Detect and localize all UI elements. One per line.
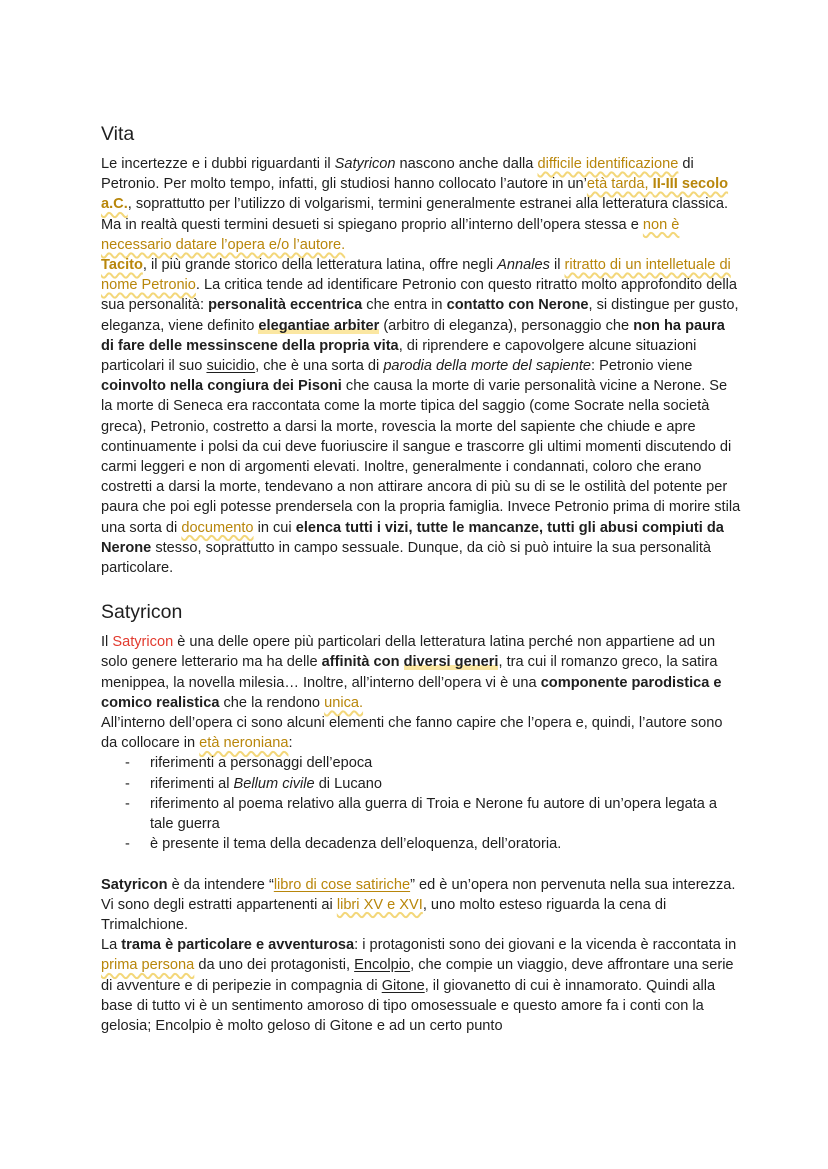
highlight: età neroniana	[199, 735, 289, 752]
bold-text: affinità con	[321, 654, 404, 671]
italic-title: Satyricon	[334, 156, 396, 172]
highlight: età tarda,	[586, 176, 653, 193]
highlight: documento	[181, 519, 254, 536]
highlight: libro di cose satiriche	[273, 876, 411, 893]
list-item	[125, 834, 741, 854]
text-run: , che è una sorta di	[255, 358, 384, 375]
text-run: (arbitro di eleganza), personaggio che	[379, 317, 634, 334]
text-run: Le incertezze e i dubbi riguardanti il	[101, 156, 335, 172]
text-run: che entra in	[362, 297, 447, 314]
highlight: difficile identificazione	[537, 156, 679, 172]
text-run: , di riprendere e capovolgere alcune situazioni particolari il suo	[101, 337, 697, 375]
italic-text: parodia della morte del sapiente	[383, 358, 592, 375]
text-run: di Petronio. Per molto tempo, infatti, gli studiosi hanno collocato l’autore in un’	[101, 156, 694, 193]
list-item-text: è presente il tema della decadenza dell’eloquenza, dell’oratoria.	[150, 836, 562, 853]
document-body	[101, 120, 741, 1036]
section-heading-satyricon: Satyricon	[101, 601, 183, 624]
italic-title: Annales	[497, 257, 550, 274]
bold-text: contatto con Nerone	[446, 297, 589, 314]
highlight: libri XV e XVI	[336, 896, 423, 913]
text-run: ” ed è un’opera non pervenuta nella sua interezza. Vi sono degli estratti appartenenti ai	[101, 876, 736, 913]
text-run: da uno dei protagonisti,	[194, 957, 355, 974]
bold-text: personalità eccentrica	[208, 297, 363, 314]
satyricon-paragraph-2	[101, 875, 741, 1037]
bold-text: elenca tutti i vizi, tutte le mancanze, tutti gli abusi compiuti da Nerone	[101, 519, 724, 556]
red-text: Satyricon	[112, 634, 174, 651]
italic-title: Bellum civile	[233, 775, 315, 792]
section-heading-vita: Vita	[101, 123, 135, 145]
list-item-text: riferimento al poema relativo alla guerra di Troia e Nerone fu autore di un’opera legata a tale guerra	[150, 795, 718, 833]
list-item	[125, 794, 741, 834]
text-run: stesso, soprattutto in campo sessuale. Dunque, da ciò si può intuire la sua personalità particolare.	[101, 539, 712, 577]
text-run: , il giovanetto di cui è innamorato. Quindi alla base di tutto vi è un sentimento amoroso di tipo omosessuale e questo amore fa i conti con la gelosia; Encolpio è molto geloso di Gitone e ad un certo punto	[101, 977, 716, 1034]
list-item-text: riferimenti al	[150, 775, 234, 792]
list-item	[125, 774, 741, 794]
text-run: , si distingue per gusto, eleganza, viene definito	[101, 297, 739, 334]
highlight: prima persona	[101, 957, 195, 974]
list-item	[125, 753, 741, 773]
text-run: in cui	[253, 519, 296, 536]
text-run: è da intendere “	[167, 876, 274, 893]
underlined-text: suicidio	[206, 358, 256, 375]
text-run: : i protagonisti sono dei giovani e la vicenda è raccontata in	[354, 937, 737, 954]
text-run: :	[288, 735, 293, 752]
underlined-text: Encolpio	[354, 957, 411, 974]
text-run: che la rendono	[219, 694, 325, 711]
text-run: Il	[101, 634, 113, 651]
dash-list	[101, 753, 741, 854]
highlight-bold: diversi generi	[403, 654, 499, 671]
text-run: La	[101, 937, 122, 954]
underlined-text: Gitone	[381, 977, 425, 994]
list-item-text: di Lucano	[314, 775, 382, 792]
highlight: non è necessario datare l’opera e/o l’autore.	[101, 216, 680, 253]
satyricon-paragraph	[101, 632, 741, 753]
text-run: , uno molto esteso riguarda la cena di Trimalchione.	[101, 896, 667, 933]
bold-text: Satyricon	[101, 876, 168, 893]
highlight: ritratto di un intelletuale di nome Petronio	[101, 257, 731, 294]
text-run: che causa la morte di varie personalità vicine a Nerone. Se la morte di Seneca era raccontata come la morte tipica del saggio (come Socrate nella società greca), Petronio, costretto a darsi la morte, rovescia la morte del sapiente che chiude e apre continuamente i polsi da cui deve fuoriuscire il sangue e trascorre gli ultimi momenti discutendo di carmi leggeri e non di argomenti elevati. Inoltre, generalmente i condannati, coloro che erano costretti a darsi la morte, tendevano a non attirare ancora di più su di se le ostilità del potente per paura che poi egli potesse prendersela con la propria famiglia. Invece Petronio prima di morire stila una sorta di	[101, 378, 741, 536]
highlight-bold: II-III secolo a.C.	[101, 176, 729, 213]
bold-text: componente parodistica e comico realistica	[101, 674, 722, 711]
text-run: , soprattutto per l’utilizzo di volgarismi, termini generalmente estranei alla letteratura classica. Ma in realtà questi termini desueti si spiegano proprio all’interno dell’opera stessa e	[101, 196, 728, 233]
text-run: : Petronio viene	[591, 358, 693, 375]
text-run: All’interno dell’opera ci sono alcuni elementi che fanno capire che l’opera e, quindi, l’autore sono da collocare in	[101, 715, 723, 752]
text-run: , tra cui il romanzo greco, la satira menippea, la novella milesia… Inoltre, all’interno dell’opera vi è una	[101, 654, 718, 691]
highlight-bold: Tacito	[101, 257, 143, 274]
text-run: , che compie un viaggio, deve affrontare una serie di avventure e di peripezie in compagnia di	[101, 957, 734, 994]
highlight: unica.	[324, 694, 364, 711]
text-run: nascono anche dalla	[395, 156, 538, 172]
text-run: . La critica tende ad identificare Petronio con questo ritratto molto approfondito della sua personalità:	[101, 277, 738, 314]
bold-text: non ha paura di fare delle messinscene della propria vita	[101, 317, 725, 354]
vita-paragraph	[101, 154, 741, 578]
bold-text: coinvolto nella congiura dei Pisoni	[101, 378, 342, 395]
text-run: il	[549, 257, 565, 274]
paragraph-gap	[101, 855, 741, 875]
bold-text: trama è particolare e avventurosa	[121, 937, 355, 954]
highlight-bold: elegantiae arbiter	[258, 317, 380, 334]
text-run: è una delle opere più particolari della letteratura latina perché non appartiene ad un solo genere letterario ma ha delle	[101, 634, 716, 671]
text-run: , il più grande storico della letteratura latina, offre negli	[142, 257, 498, 274]
list-item-text: riferimenti a personaggi dell’epoca	[150, 755, 373, 772]
